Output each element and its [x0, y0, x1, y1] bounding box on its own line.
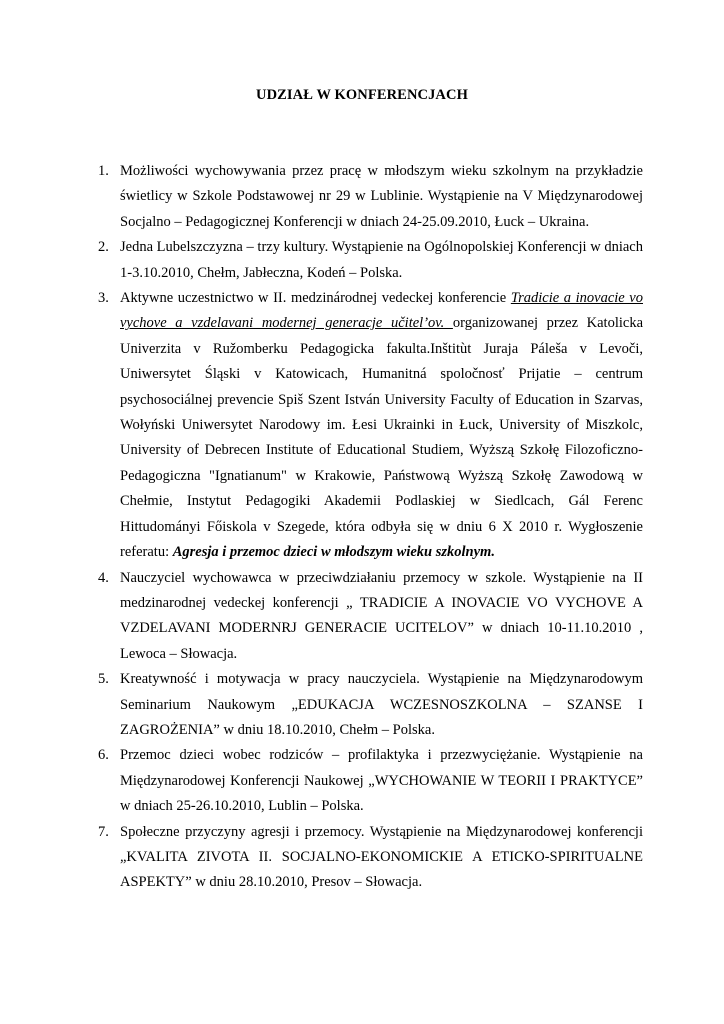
list-item [98, 286, 643, 565]
list-item [98, 743, 643, 819]
page-title: UDZIAŁ W KONFERENCJACH [256, 87, 468, 103]
list-item [98, 820, 643, 896]
list-item [98, 235, 643, 286]
list-item [98, 566, 643, 668]
list-item [98, 159, 643, 235]
item-text: Społeczne przyczyny agresji i przemocy. Wystąpienie na Międzynarodowej konferencji „KVALITA ZIVOTA II. SOCJALNO-EKONOMICKIE A ETICKO-SPIRITUALNE ASPEKTY” w dniu 28.10.2010, Presov – Słowacja. [120, 823, 643, 891]
item-number: 5. [98, 671, 109, 688]
item-text: Kreatywność i motywacja w pracy nauczyciela. Wystąpienie na Międzynarodowym Seminarium Naukowym „EDUKACJA WCZESNOSZKOLNA – SZANSE I ZAGROŻENIA” w dniu 18.10.2010, Chełm – Polska. [120, 671, 643, 738]
item-text: Przemoc dzieci wobec rodziców – profilaktyka i przezwyciężanie. Wystąpienie na Międzynarodowej Konferencji Naukowej „WYCHOWANIE W TEORII I PRAKTYCE” w dniach 25-26.10.2010, Lublin – Polska. [120, 747, 643, 815]
item-text: Jedna Lubelszczyzna – trzy kultury. Wystąpienie na Ogólnopolskiej Konferencji w dniach 1-3.10.2010, Chełm, Jabłeczna, Kodeń – Polska. [120, 239, 643, 281]
paper-title: Agresja i przemoc dzieci w młodszym wieku szkolnym. [172, 544, 495, 561]
item-number: 4. [98, 569, 109, 586]
item-text: Nauczyciel wychowawca w przeciwdziałaniu przemocy w szkole. Wystąpienie na II medzinarodnej vedeckej konferencji „ TRADICIE A INOVACIE VO VYCHOVE A VZDELAVANI MODERNRJ GENERACIE UCITELOV” w dniach 10-11.10.2010 , Lewoca – Słowacja. [120, 569, 643, 662]
item-text-organizers: organizowanej przez Katolicka Univerzita v Ružomberku Pedagogicka fakulta.Inštitùt Juraja Páleša v Levoči, Uniwersytet Śląski v Katowicach, Humanitná spoločnosť Prijatie – centrum psychosociálnej prevencie Spiš Szent István University Faculty of Education in Szarvas, Wołyński Uniwersytet Narodowy im. Łesi Ukrainki in Łuck, University of Miszkolc, University of Debrecen Institute of Educational Studiem, Wyższą Szkołę Filozoficzno-Pedagogiczna "Ignatianum" w Krakowie, Państwową Wyższą Szkołę Zawodową w Chełmie, Instytut Pedagogiki Akademii Podlaskiej w Siedlcach, Gál Ferenc Hittudományi Főiskola v Szegede, która odbyła się w dniu 6 X 2010 r. Wygłoszenie referatu: [120, 315, 643, 561]
item-text-intro: Aktywne uczestnictwo w II. medzinárodnej vedeckej konferencie [120, 290, 511, 307]
item-number: 3. [98, 290, 109, 307]
list-item [98, 667, 643, 743]
item-number: 7. [98, 823, 109, 840]
item-number: 6. [98, 747, 109, 764]
item-number: 1. [98, 163, 109, 179]
conference-title-link[interactable]: Tradicie a inovacie vo vychove a vzdelavani modernej generacje učitel’ov. [120, 290, 643, 332]
item-text: Możliwości wychowywania przez pracę w młodszym wieku szkolnym na przykładzie świetlicy w Szkole Podstawowej nr 29 w Lublinie. Wystąpienie na V Międzynarodowej Socjalno – Pedagogicznej Konferencji w dniach 24-25.09.2010, Łuck – Ukraina. [120, 163, 643, 230]
conference-list [98, 159, 643, 896]
item-number: 2. [98, 239, 109, 256]
